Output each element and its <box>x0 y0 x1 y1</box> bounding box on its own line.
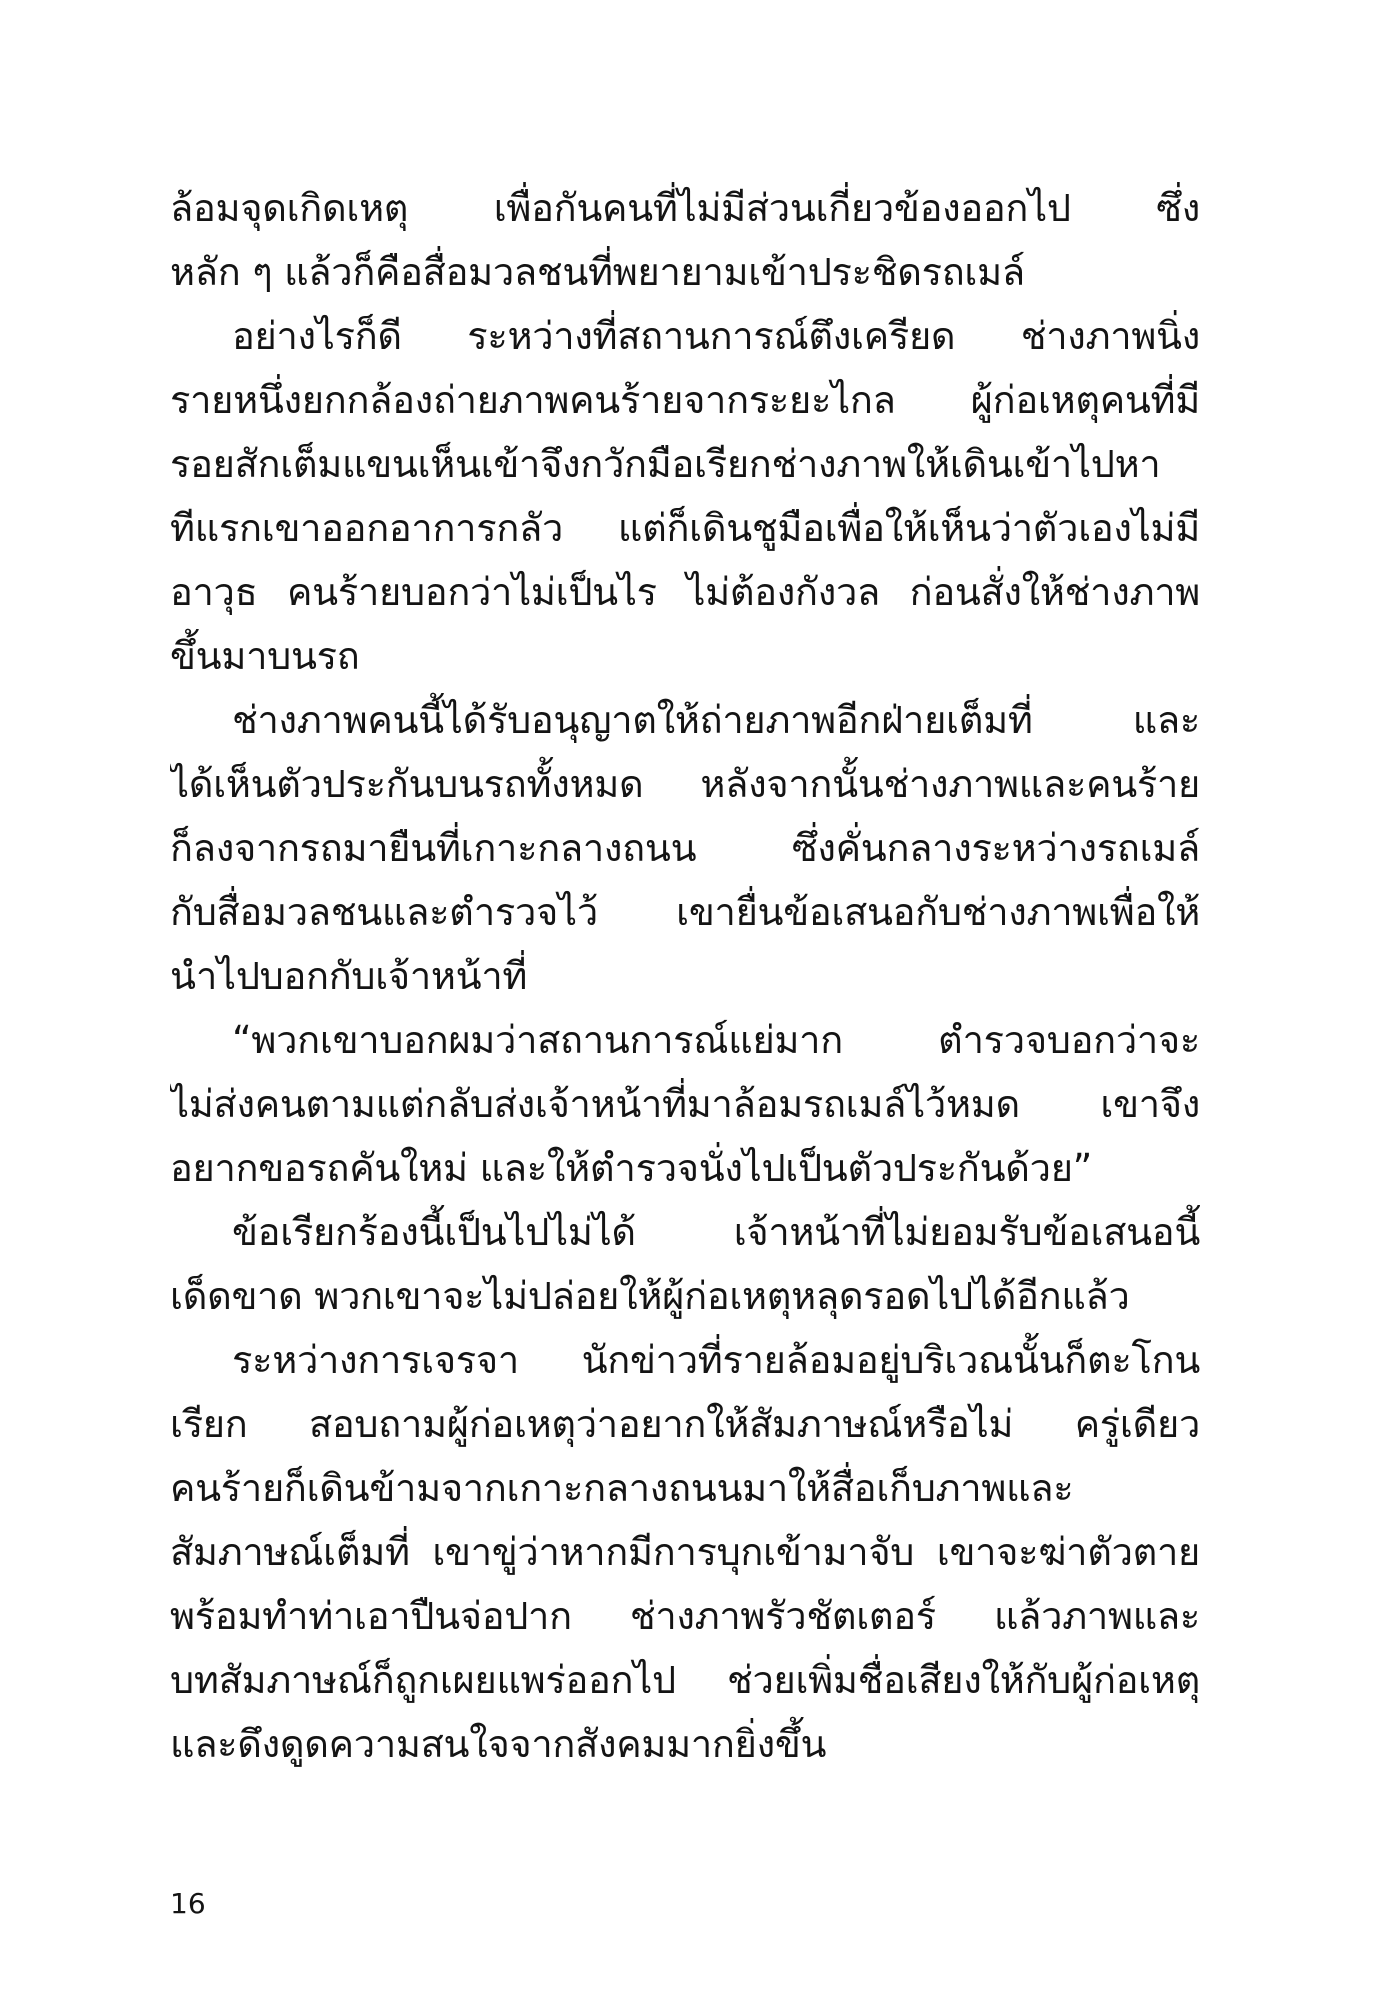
text-line: กับสื่อมวลชนและตำรวจไว้ เขายื่นข้อเสนอกับช่างภาพเพื่อให้ <box>170 890 1200 934</box>
text-line: รอยสักเต็มแขนเห็นเข้าจึงกวักมือเรียกช่างภาพให้เดินเข้าไปหา <box>170 442 1161 486</box>
body-text <box>170 176 1200 1776</box>
text-line: พร้อมทำท่าเอาปืนจ่อปาก ช่างภาพรัวชัตเตอร์ แล้วภาพและ <box>170 1594 1200 1638</box>
text-line: เรียก สอบถามผู้ก่อเหตุว่าอยากให้สัมภาษณ์หรือไม่ ครู่เดียว <box>170 1402 1200 1446</box>
text-line: ได้เห็นตัวประกันบนรถทั้งหมด หลังจากนั้นช่างภาพและคนร้าย <box>170 762 1200 806</box>
text-line: ไม่ส่งคนตามแต่กลับส่งเจ้าหน้าที่มาล้อมรถเมล์ไว้หมด เขาจึง <box>170 1082 1200 1126</box>
text-line: รายหนึ่งยกกล้องถ่ายภาพคนร้ายจากระยะไกล ผู้ก่อเหตุคนที่มี <box>170 378 1200 422</box>
text-line: หลัก ๆ แล้วก็คือสื่อมวลชนที่พยายามเข้าประชิดรถเมล์ <box>170 250 1025 294</box>
text-line: เด็ดขาด พวกเขาจะไม่ปล่อยให้ผู้ก่อเหตุหลุดรอดไปได้อีกแล้ว <box>170 1274 1130 1318</box>
text-line: บทสัมภาษณ์ก็ถูกเผยแพร่ออกไป ช่วยเพิ่มชื่อเสียงให้กับผู้ก่อเหตุ <box>170 1658 1200 1702</box>
page-number: 16 <box>170 1887 206 1920</box>
text-line: และดึงดูดความสนใจจากสังคมมากยิ่งขึ้น <box>170 1722 827 1766</box>
paragraph-start-line: ระหว่างการเจรจา นักข่าวที่รายล้อมอยู่บริเวณนั้นก็ตะโกน <box>232 1338 1200 1382</box>
paragraph-start-line: ข้อเรียกร้องนี้เป็นไปไม่ได้ เจ้าหน้าที่ไม่ยอมรับข้อเสนอนี้ <box>232 1210 1200 1254</box>
text-line: ล้อมจุดเกิดเหตุ เพื่อกันคนที่ไม่มีส่วนเกี่ยวข้องออกไป ซึ่ง <box>170 186 1200 230</box>
text-line: คนร้ายก็เดินข้ามจากเกาะกลางถนนมาให้สื่อเก็บภาพและ <box>170 1466 1074 1510</box>
text-line: นำไปบอกกับเจ้าหน้าที่ <box>170 954 528 998</box>
text-line: อาวุธ คนร้ายบอกว่าไม่เป็นไร ไม่ต้องกังวล ก่อนสั่งให้ช่างภาพ <box>170 570 1200 614</box>
paragraph-start-line: ช่างภาพคนนี้ได้รับอนุญาตให้ถ่ายภาพอีกฝ่ายเต็มที่ และ <box>232 698 1200 742</box>
text-line: ทีแรกเขาออกอาการกลัว แต่ก็เดินชูมือเพื่อให้เห็นว่าตัวเองไม่มี <box>170 506 1200 550</box>
text-line: สัมภาษณ์เต็มที่ เขาขู่ว่าหากมีการบุกเข้ามาจับ เขาจะฆ่าตัวตาย <box>170 1530 1200 1574</box>
text-line: อยากขอรถคันใหม่ และให้ตำรวจนั่งไปเป็นตัวประกันด้วย” <box>170 1146 1093 1190</box>
paragraph-start-line: อย่างไรก็ดี ระหว่างที่สถานการณ์ตึงเครียด ช่างภาพนิ่ง <box>232 314 1200 358</box>
text-line: ขึ้นมาบนรถ <box>170 634 360 678</box>
text-line: ก็ลงจากรถมายืนที่เกาะกลางถนน ซึ่งคั่นกลางระหว่างรถเมล์ <box>170 826 1200 870</box>
paragraph-start-line: “พวกเขาบอกผมว่าสถานการณ์แย่มาก ตำรวจบอกว่าจะ <box>232 1018 1200 1062</box>
